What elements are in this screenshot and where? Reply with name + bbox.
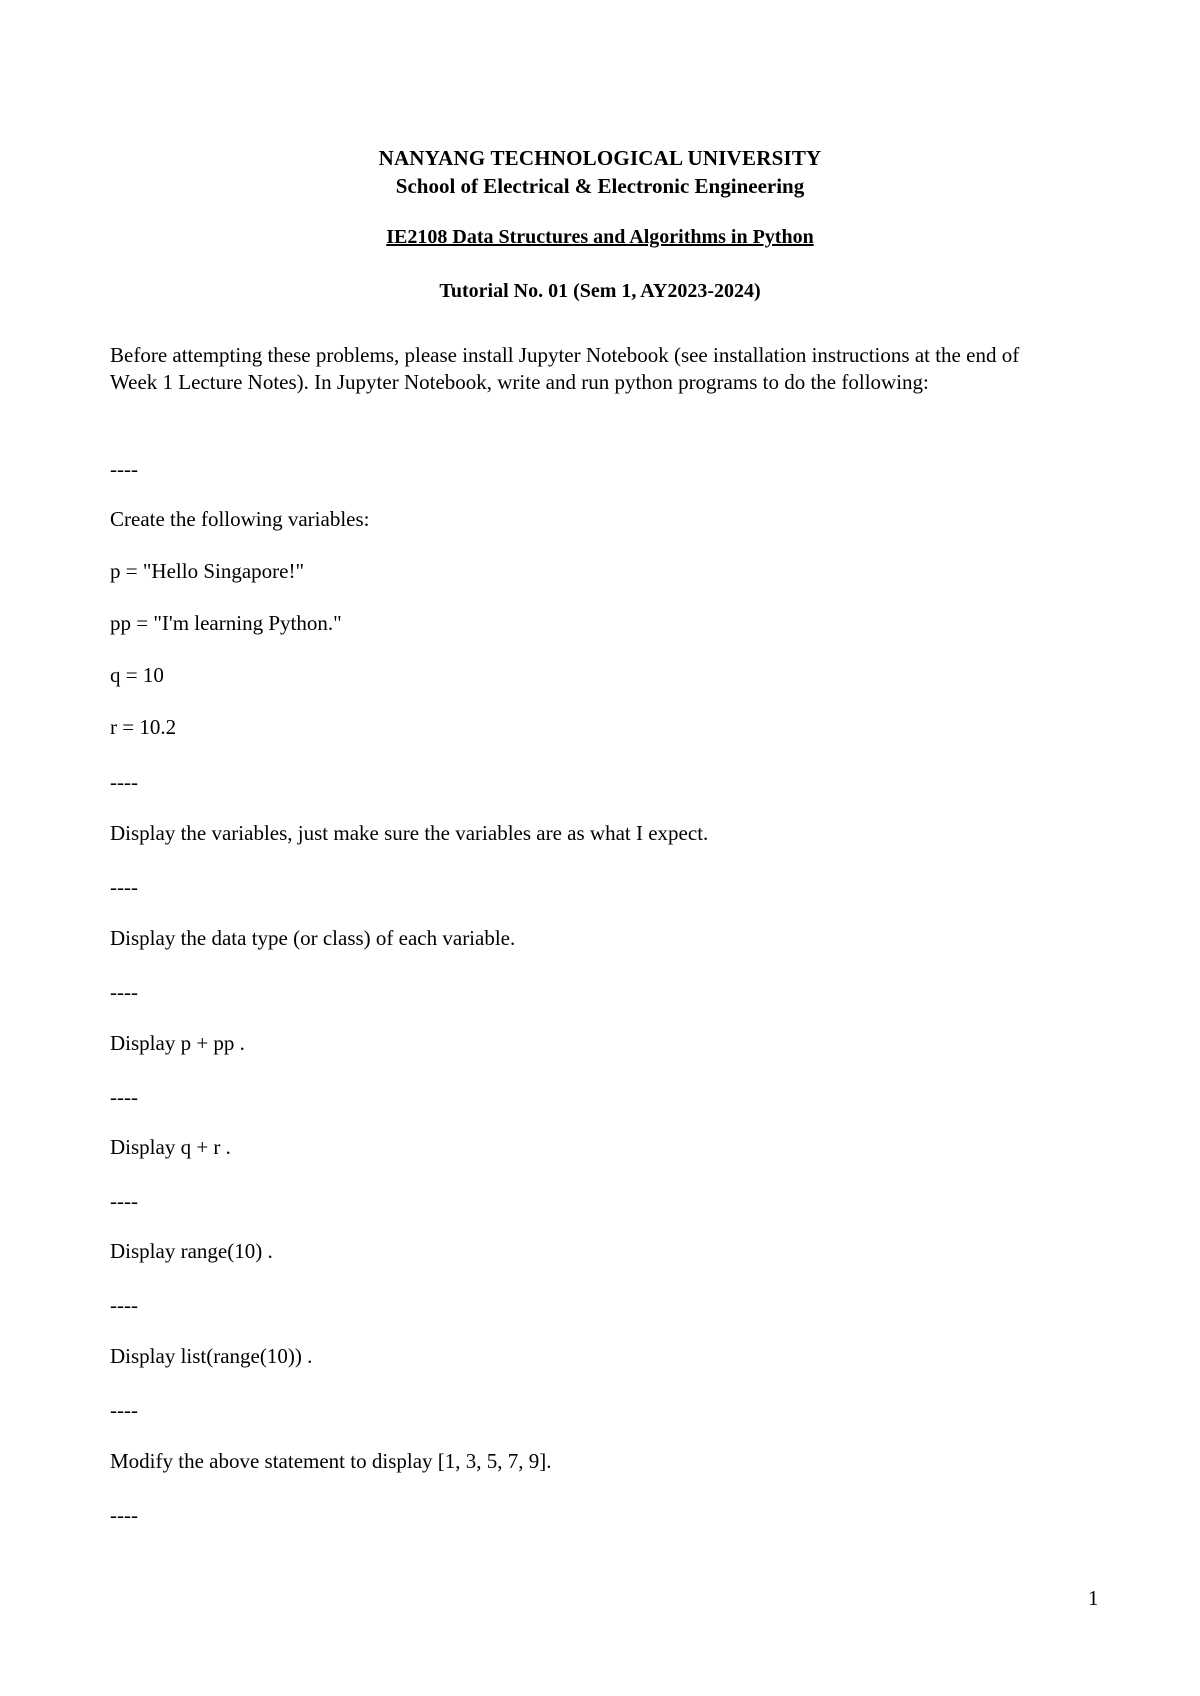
page-number: 1: [1088, 1586, 1099, 1610]
tutorial-title: Tutorial No. 01 (Sem 1, AY2023-2024): [439, 280, 761, 302]
separator: ----: [110, 1189, 138, 1213]
instruction-text: Display q + r .: [110, 1135, 231, 1159]
separator: ----: [110, 875, 138, 899]
instruction-text: Display the variables, just make sure the variables are as what I expect.: [110, 821, 709, 845]
school-name: School of Electrical & Electronic Engineering: [395, 174, 805, 198]
instruction-text: Modify the above statement to display [1, 3, 5, 7, 9].: [110, 1449, 552, 1473]
instruction-text: Create the following variables:: [110, 507, 370, 531]
code-line: p = "Hello Singapore!": [110, 559, 305, 583]
separator: ----: [110, 1293, 138, 1317]
code-line: pp = "I'm learning Python.": [110, 611, 342, 635]
separator: ----: [110, 1503, 138, 1527]
code-line: r = 10.2: [110, 715, 177, 739]
code-line: q = 10: [110, 663, 164, 687]
course-title: IE2108 Data Structures and Algorithms in Python: [386, 226, 814, 248]
separator: ----: [110, 1398, 138, 1422]
separator: ----: [110, 1085, 138, 1109]
university-title: NANYANG TECHNOLOGICAL UNIVERSITY: [378, 146, 822, 170]
separator: ----: [110, 457, 138, 481]
intro-paragraph: Before attempting these problems, please install Jupyter Notebook (see installation instructions at the end of Week 1 Lecture Notes). In Jupyter Notebook, write and run python programs to do the following:: [110, 343, 1020, 394]
separator: ----: [110, 980, 138, 1004]
separator: ----: [110, 770, 138, 794]
instruction-text: Display range(10) .: [110, 1239, 273, 1263]
instruction-text: Display p + pp .: [110, 1031, 245, 1055]
instruction-text: Display list(range(10)) .: [110, 1344, 313, 1368]
instruction-text: Display the data type (or class) of each variable.: [110, 926, 516, 950]
